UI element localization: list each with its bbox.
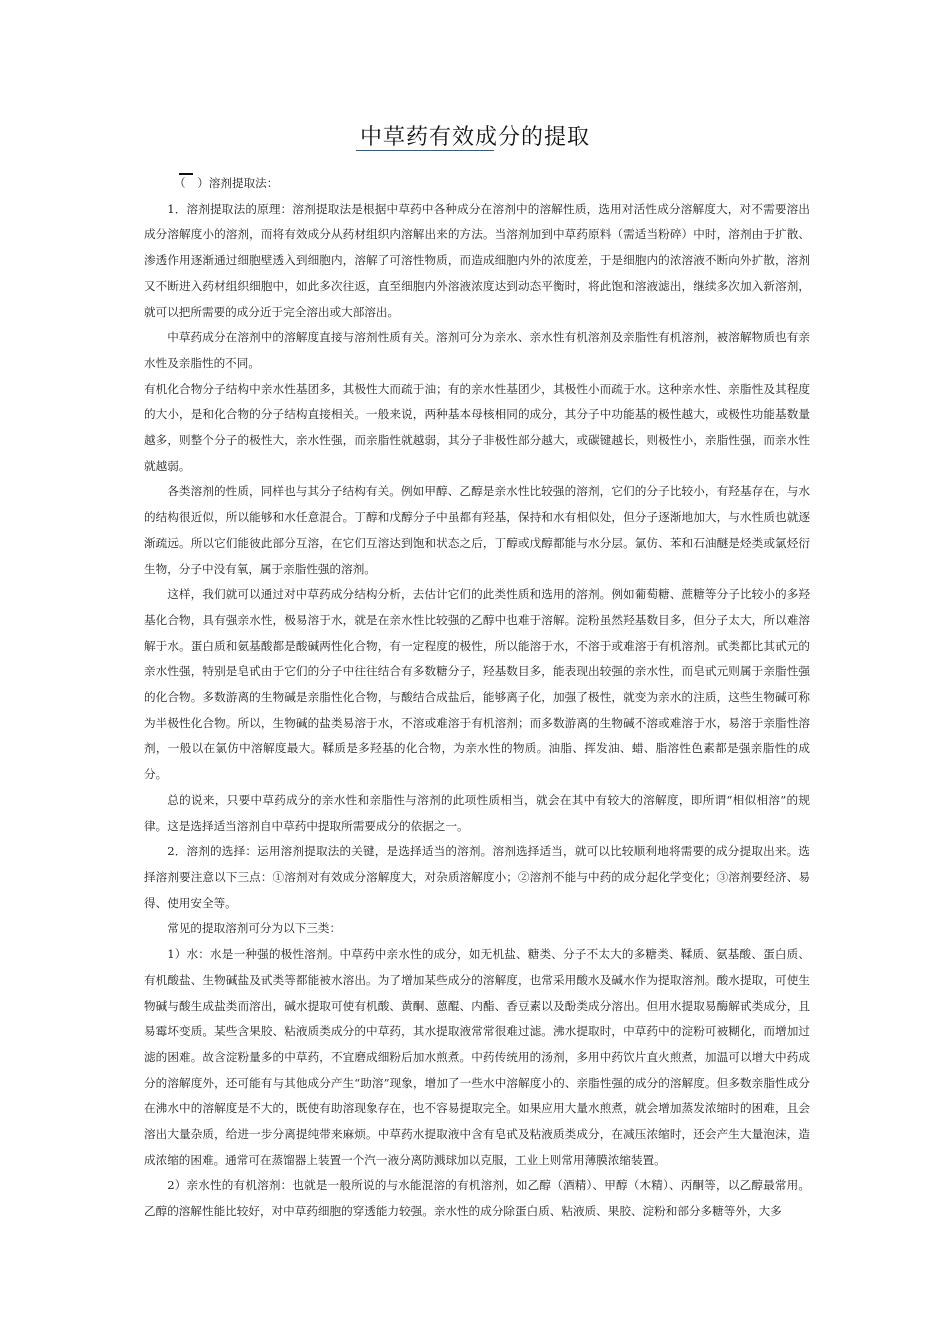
title-underline [356,150,494,151]
paragraph-solvent-properties: 各类溶剂的性质，同样也与其分子结构有关。例如甲醇、乙醇是亲水性比较强的溶剂，它们的分子比较小，有羟基存在，与水的结构很近似，所以能够和水任意混合。丁醇和戊醇分子中虽都有羟基，保持和水有相似处，但分子逐渐地加大，与水性质也就逐渐疏远。所以它们能彼此部分互溶，在它们互溶达到饱和状态之后，丁醇或戊醇都能与水分层。氯仿、苯和石油醚是烃类或氯烃衍生物，分子中没有氧，属于亲脂性强的溶剂。 [144,484,810,576]
paragraph-water: 1）水：水是一种强的极性溶剂。中草药中亲水性的成分，如无机盐、糖类、分子不太大的多糖类、鞣质、氨基酸、蛋白质、有机酸盐、生物碱盐及甙类等都能被水溶出。为了增加某些成分的溶解度，也常采用酸水及碱水作为提取溶剂。酸水提取，可使生物碱与酸生成盐类而溶出，碱水提取可使有机酸、黄酮、蒽醌、内酯、香豆素以及酚类成分溶出。但用水提取易酶解甙类成分，且易霉坏变质。某些含果胶、粘液质类成分的中草药，其水提取液常常很难过滤。沸水提取时，中草药中的淀粉可被糊化，而增加过滤的困难。故含淀粉量多的中草药，不宜磨成细粉后加水煎煮。中药传统用的汤剂，多用中药饮片直火煎煮，加温可以增大中药成分的溶解度外，还可能有与其他成分产生“助溶”现象，增加了一些水中溶解度小的、亲脂性强的成分的溶解度。但多数亲脂性成分在沸水中的溶解度是不大的，既使有助溶现象存在，也不容易提取完全。如果应用大量水煎煮，就会增加蒸发浓缩时的困难，且会溶出大量杂质，给进一步分离提纯带来麻烦。中草药水提取液中含有皂甙及粘液质类成分，在减压浓缩时，还会产生大量泡沫，造成浓缩的困难。通常可在蒸馏器上装置一个汽一液分离防溅球加以克服，工业上则常用薄膜浓缩装置。 [144,947,810,1167]
paragraph-solvent-types: 常见的提取溶剂可分为以下三类： [167,921,342,936]
paragraph-structure-analysis: 这样，我们就可以通过对中草药成分结构分析，去估计它们的此类性质和选用的溶剂。例如葡萄糖、蔗糖等分子比较小的多羟基化合物，具有强亲水性，极易溶于水，就是在亲水性比较强的乙醇中也难于溶解。淀粉虽然羟基数目多，但分子太大，所以难溶解于水。蛋白质和氨基酸都是酸碱两性化合物，有一定程度的极性，所以能溶于水，不溶于或难溶于有机溶剂。甙类都比其甙元的亲水性强，特别是皂甙由于它们的分子中往往结合有多数糖分子，羟基数目多，能表现出较强的亲水性，而皂甙元则属于亲脂性强的化合物。多数游离的生物碱是亲脂性化合物，与酸结合成盐后，能够离子化，加强了极性，就变为亲水的注质，这些生物碱可称为半极性化合物。所以，生物碱的盐类易溶于水，不溶或难溶于有机溶剂；而多数游离的生物碱不溶或难溶于水，易溶于亲脂性溶剂，一般以在氯仿中溶解度最大。鞣质是多羟基的化合物，为亲水性的物质。油脂、挥发油、蜡、脂溶性色素都是强亲脂性的成分。 [144,587,810,782]
paragraph-solvent-selection: 2．溶剂的选择：运用溶剂提取法的关键，是选择适当的溶剂。溶剂选择适当，就可以比较顺利地将需要的成分提取出来。选择溶剂要注意以下三点：①溶剂对有效成分溶解度大，对杂质溶解度小；②溶剂不能与中药的成分起化学变化；③溶剂要经济、易得、使用安全等。 [144,844,810,910]
document-title: 中草药有效成分的提取 [359,125,590,150]
paragraph-hydrophilic-organic: 2）亲水性的有机溶剂：也就是一般所说的与水能混溶的有机溶剂，如乙醇（酒精）、甲醇（木精）、丙酮等，以乙醇最常用。乙醇的溶解性能比较好，对中草药细胞的穿透能力较强。亲水性的成分除蛋白质、粘液质、果胶、淀粉和部分多糖等外，大多 [144,1178,810,1219]
paragraph-principle: 1．溶剂提取法的原理：溶剂提取法是根据中草药中各种成分在溶剂中的溶解性质，选用对活性成分溶解度大，对不需要溶出成分溶解度小的溶剂，而将有效成分从药材组织内溶解出来的方法。当溶剂加到中草药原料（需适当粉碎）中时，溶剂由于扩散、渗透作用逐渐通过细胞壁透入到细胞内，溶解了可溶性物质，而造成细胞内外的浓度差，于是细胞内的浓溶液不断向外扩散，溶剂又不断进入药材组织细胞中，如此多次往返，直至细胞内外溶液浓度达到动态平衡时，将此饱和溶液滤出，继续多次加入新溶剂，就可以把所需要的成分近于完全溶出或大部溶出。 [144,201,810,319]
paragraph-polarity: 有机化合物分子结构中亲水性基团多，其极性大而疏于油；有的亲水性基团少，其极性小而疏于水。这种亲水性、亲脂性及其程度的大小，是和化合物的分子结构直接相关。一般来说，两种基本母核相同的成分，其分子中功能基的极性越大，或极性功能基数量越多，则整个分子的极性大，亲水性强，而亲脂性就越弱，其分子非极性部分越大，或碳键越长，则极性小，亲脂性强，而亲水性就越弱。 [144,381,810,473]
paragraph-summary: 总的说来，只要中草药成分的亲水性和亲脂性与溶剂的此项性质相当，就会在其中有较大的溶解度，即所谓“相似相溶”的规律。这是选择适当溶剂自中草药中提取所需要成分的依据之一。 [144,792,810,833]
document-body [144,171,810,1225]
section-heading: （ ）溶剂提取法： [174,176,279,190]
paragraph-solubility: 中草药成分在溶剂中的溶解度直接与溶剂性质有关。溶剂可分为亲水、亲水性有机溶剂及亲脂性有机溶剂，被溶解物质也有亲水性及亲脂性的不同。 [144,330,810,370]
